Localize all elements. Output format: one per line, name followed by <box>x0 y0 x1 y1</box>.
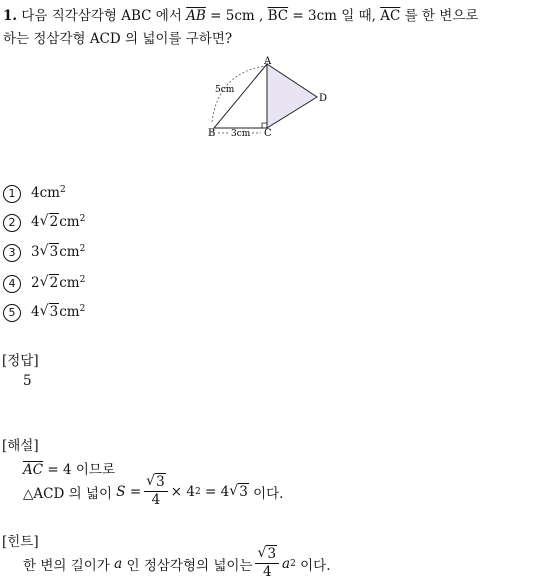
fraction-sqrt3-over-4: √ $\frac{3}{4}$ <box>144 474 168 509</box>
var-a-squared: a <box>282 555 291 572</box>
option-value: 4 √ $3cm^2$ <box>31 304 85 320</box>
hint-end: 이다. <box>300 557 331 574</box>
option-value: 2 √ $2cm^2$ <box>31 275 85 291</box>
option-marker: 5 <box>3 304 21 322</box>
explanation-line-2 <box>23 474 283 509</box>
answer-label: [정답] <box>2 353 39 369</box>
question-text: 다음 직각삼각형 ABC 에서 <box>21 8 182 24</box>
result-sqrt: √ 3 <box>229 484 249 500</box>
hint-exponent: 2 <box>290 558 296 569</box>
label-a: A <box>264 56 272 67</box>
option-3[interactable] <box>3 244 85 262</box>
triangle-figure <box>200 56 340 142</box>
option-1[interactable] <box>3 185 66 203</box>
option-marker: 2 <box>3 214 21 232</box>
question-number: 1. <box>3 8 18 24</box>
option-value: 3 √ $3cm^2$ <box>31 244 85 260</box>
hint-label: [힌트] <box>2 534 39 550</box>
segment-bc: $\overline{BC}$ <box>267 8 289 24</box>
right-triangle-abc <box>214 64 267 128</box>
area-text: △ACD 의 넓이 <box>23 485 112 502</box>
option-value: $4cm^2$ <box>31 185 66 201</box>
times-four: × 4 <box>170 483 195 500</box>
answer-value: 5 <box>23 373 32 389</box>
equilateral-triangle-acd <box>267 64 317 128</box>
option-5[interactable] <box>3 304 85 322</box>
explanation-label: [해설] <box>2 438 39 454</box>
option-4[interactable] <box>3 275 85 293</box>
segment-ab: $\overline{AB}$ <box>186 8 206 24</box>
segment-ac-explain: $\overline{AC}$ <box>23 462 44 478</box>
label-b: B <box>208 128 216 139</box>
option-marker: 1 <box>3 185 21 203</box>
hint-text: 한 변의 길이가 <box>23 557 110 574</box>
bc-value: = 3cm 일 때, <box>292 8 376 24</box>
option-marker: 3 <box>3 244 21 262</box>
hint-text-mid: 인 정삼각형의 넓이는 <box>126 557 253 574</box>
option-2[interactable] <box>3 214 85 232</box>
fraction-sqrt3-over-4-hint: √ $\frac{3}{4}$ <box>255 546 279 581</box>
segment-ac: $\overline{AC}$ <box>380 8 401 24</box>
exponent: 2 <box>194 486 201 497</box>
ab-value: = 5cm , <box>210 8 264 24</box>
question-text-post: 를 한 변으로 <box>404 8 479 24</box>
hint-line <box>23 546 331 581</box>
label-d: D <box>319 93 328 104</box>
label-bc-length: 3cm <box>231 129 251 139</box>
result-coef: = 4 <box>204 483 230 500</box>
var-s: S <box>116 483 126 500</box>
question-line-2: 하는 정삼각형 ACD 의 넓이를 구하면? <box>3 31 233 47</box>
label-ab-length: 5cm <box>215 85 235 95</box>
explanation-end: 이다. <box>253 485 284 502</box>
equals: = <box>129 483 142 500</box>
option-marker: 4 <box>3 275 21 293</box>
label-c: C <box>264 128 272 139</box>
option-value: 4 √ $2cm^2$ <box>31 214 85 230</box>
explanation-text: = 4 이므로 <box>47 462 115 478</box>
question-line-1 <box>3 4 478 24</box>
var-a: a <box>114 555 123 572</box>
